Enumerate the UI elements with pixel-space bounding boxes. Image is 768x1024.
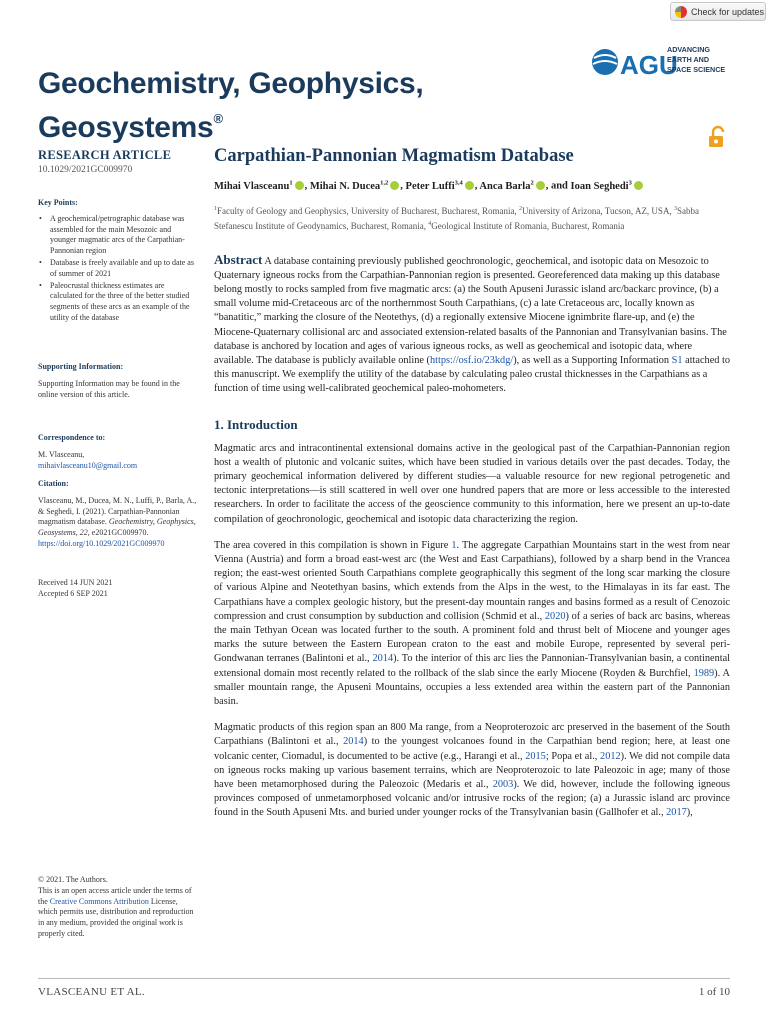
affiliations: $^1$Faculty of Geology and Geophysics, University of Bucharest, Bucharest, Romania, $^2$University of Arizona, Tucson, AZ, USA, $^3$Sabba Stefanescu Institute of Geodynamics, Bucharest, Romania, $^4$Geological Institute of Romania, Bucharest, Romania [214,205,699,231]
citation-link[interactable]: 2020 [544,610,566,622]
author[interactable]: Mihai N. Ducea$^{1,2}$ [310,181,400,192]
intro-paragraph-1: Magmatic arcs and intracontinental extensional domains active in the geological past of the Carpathian-Pannonian region host a wealth of plutonic and volcanic suites, which have been studied in various details over the past decades. Today, the primary geochemical information delivered by different studies—a valuable resource for new regional petrogenetic and tectonic interpretations—is still scattered in well over one hundred papers that are more or less accessible to the interested researchers. In order to facilitate the access of the geoscience community to this information, here we present an up-to-date compilation of geochronologic, geochemical and isotopic data characterizing the region. [214,442,730,525]
author[interactable]: Mihai Vlasceanu$^1$ [214,181,305,192]
supporting-info-text: Supporting Information may be found in the online version of this article. [38,378,180,399]
received-date: Received 14 JUN 2021 [38,578,113,587]
citation-doi-link[interactable]: https://doi.org/10.1029/2021GC009970 [38,538,165,548]
abstract-label: Abstract [214,251,263,267]
registered-mark: ® [213,111,223,126]
citation [38,479,198,550]
key-points-list [38,214,198,324]
key-point: • Paleocrustal thickness estimates are calculated for the three of the better studied segments of these arcs as an example of the utility of the database [38,281,198,324]
agu-logo [591,44,733,80]
orcid-icon[interactable] [536,181,545,190]
article-type: RESEARCH ARTICLE [38,148,172,162]
orcid-icon[interactable] [295,181,304,190]
citation-link[interactable]: 2017 [666,807,687,819]
section-heading-introduction: 1. Introduction [214,416,298,432]
check-for-updates-label: Check for updates [691,6,765,17]
intro-paragraph-2: The area covered in this compilation is shown in Figure 1. The aggregate Carpathian Mountains start in the west from near Vienna (Austria) and form a broad east-west arc (the West and East Carpathians), followed by a sharp bend in the Vrancea region; the east-west oriented South Carpathians complete geographically this segment of the long scar marking the closure of various Alpine and Neotethyan basins, which extends from the Alps in the west, to the Himalayas in its far east. The Carpathians have a complex geologic history, but the present-day mountain ranges and basins formed as a result of Cenozoic compression and crust consumption by subduction and collision (Schmid et al., 2020) of a series of back arc basins, whereas the main Tethyan Ocean was located further to the south. A prominent fold and thrust belt of Miocene and younger ages marks the suture between the Eastern European craton to the east and mobile Europe, represented by several peri-Gondwanan terranes (Balintoni et al., 2014). To the interior of this arc lies the Pannonian-Transylvanian basin, a continental extensional domain most recently related to the rollback of the slab since the early Miocene (Royden & Burchfiel, 1989). A smaller mountain range, the Apuseni Mountains, occupies a less extended area within the eastern part of the Pannonian basin. [214,539,731,707]
citation-link[interactable]: 1989 [693,667,715,679]
author[interactable]: Anca Barla$^2$ [479,181,545,192]
key-points-heading: Key Points: [38,198,78,207]
accepted-date: Accepted 6 SEP 2021 [38,588,108,598]
correspondence-name: M. Vlasceanu, [38,449,85,459]
correspondence-heading: Correspondence to: [38,433,106,442]
footer-rule [38,978,730,979]
key-points [38,198,198,325]
figure-link[interactable]: 1 [451,539,457,551]
license: © 2021. The Authors. This is an open access article under the terms of the Creative Commons Attribution License, which permits use, distribution and reproduction in any medium, provided the original work is properly cited. [38,875,194,938]
author-list: Mihai Vlasceanu$^1$ , Mihai N. Ducea$^{1,2}$ , Peter Luffi$^{3,4}$ , Anca Barla$^2$ , and Ioan Seghedi$^3$ [214,176,730,194]
citation-heading: Citation: [38,479,69,488]
supporting-info-heading: Supporting Information: [38,362,124,371]
license-link[interactable]: Creative Commons Attribution [49,896,149,906]
correspondence-email-link[interactable]: mihaivlasceanu10@gmail.com [38,460,138,470]
citation-link[interactable]: 2014 [372,653,394,665]
correspondence [38,433,198,471]
journal-title-line2: Geosystems [38,111,214,144]
orcid-icon[interactable] [390,181,399,190]
citation-link[interactable]: 2012 [600,750,621,762]
orcid-icon[interactable] [634,181,643,190]
footer-running-head: VLASCEANU ET AL. [38,986,145,998]
check-for-updates-button[interactable] [670,2,766,21]
citation-link[interactable]: 2014 [343,736,364,748]
database-url-link[interactable]: https://osf.io/23kdg/ [429,354,514,366]
article-doi[interactable]: 10.1029/2021GC009970 [38,164,133,175]
citation-link[interactable]: 2015 [525,750,546,762]
article-main [214,145,730,821]
article-dates [38,578,198,600]
citation-text: Vlasceanu, M., Ducea, M. N., Luffi, P., Barla, A., & Seghedi, I. (2021). Carpathian-Pannonian magmatism database. Geochemistry, Geophysics, Geosystems, 22, e2021GC009970. [38,495,197,538]
supporting-info-link[interactable]: S1 [671,354,683,366]
agu-globe-icon [591,46,678,80]
journal-title-line1: Geochemistry, Geophysics, [38,67,424,100]
sidebar [38,148,198,938]
intro-paragraph-3: Magmatic products of this region span an 800 Ma range, from a Neoproterozoic arc preserved in the basement of the South Carpathians (Balintoni et al., 2014) to the youngest volcanoes found in the Carpathian bend region; here, at least one volcanic center, Ciomadul, is documented to be active (e.g., Harangi et al., 2015; Popa et al., 2012). We did not compile data on igneous rocks making up various basement terrains, which are Neoproterozoic to late Paleozoic in age; many of those have been metamorphosed during the Paleozoic (Medaris et al., 2003). We did, however, include the following igneous provinces composed of unmetamorphosed volcanic and/or intrusive rocks of the region; (a) a Jurassic island arc province found in the South Apuseni Mts. and buried under younger rocks of the Transylvanian basin (Gallhofer et al., 2017), [214,722,731,819]
abstract: Abstract A database containing previously published geochronologic, geochemical, and isotopic data on Mesozoic to Quaternary igneous rocks from the Carpathian-Pannonian region is presented. Georeferenced data making up this database belong mostly to rocks sampled from five magmatic arcs: (a) the South Apuseni Jurassic island arc/backarc province, (b) a small volume mid-Cretaceous arc of the northernmost South Carpathians, (c) a late Cretaceous arc, locally known as “banatitic,” marking the closure of the Neotethys, (d) a regionally extensive Miocene ignimbrite flare-up, and (e) the Miocene-Quaternary collisional arc and associated extension-related basalts of the Pannonian and Transylvanian basins. The database is anchored by location and ages of various igneous rocks, as well as geochemical and isotopic data, where available. The database is publicly available online (https://osf.io/23kdg/), as well as a Supporting Information S1 attached to this manuscript. We exemplify the utility of the database by calculating paleo crustal thicknesses in the Carpathians as a function of time using well-calibrated geochemical paleo-mohometers. [214,251,731,395]
key-point: • A geochemical/petrographic database was assembled for the main Mesozoic and younger magmatic arcs of the Carpathian-Pannonian region [38,214,198,257]
agu-wordmark: AGU [620,50,678,80]
agu-tagline: ADVANCING EARTH AND SPACE SCIENCE [667,45,726,74]
orcid-icon[interactable] [465,181,474,190]
citation-link[interactable]: 2003 [492,779,514,790]
key-point: • Database is freely available and up to date as of summer of 2021 [38,258,198,280]
supporting-information [38,362,198,400]
footer-page-number: 1 of 10 [698,986,730,998]
author[interactable]: Peter Luffi$^{3,4}$ [406,181,475,192]
crossmark-icon [675,6,687,18]
journal-title [38,66,423,145]
article-title: Carpathian-Pannonian Magmatism Database [214,146,574,166]
author[interactable]: Ioan Seghedi$^3$ [571,181,644,192]
